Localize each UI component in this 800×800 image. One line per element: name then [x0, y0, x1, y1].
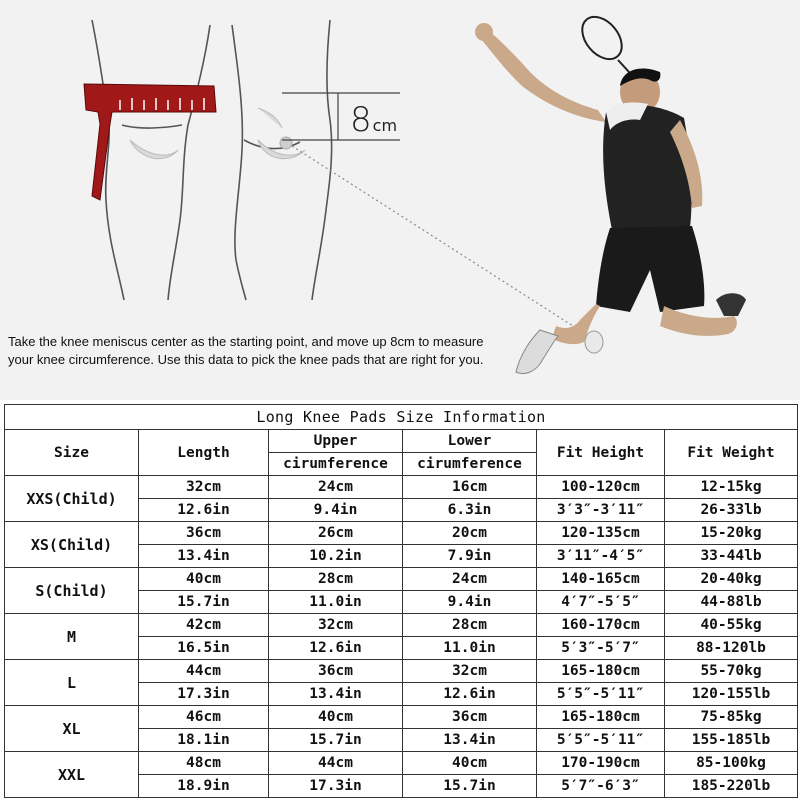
pointer-line — [292, 146, 598, 342]
table-row — [5, 522, 798, 545]
length-cell: 12.6in — [139, 499, 269, 522]
weight-cell: 155-185lb — [665, 729, 798, 752]
upper-cell: 32cm — [269, 614, 403, 637]
lower-cell: 36cm — [403, 706, 537, 729]
header-lower-top: Lower — [403, 430, 537, 453]
weight-cell: 12-15kg — [665, 476, 798, 499]
size-table — [4, 404, 798, 798]
length-cell: 48cm — [139, 752, 269, 775]
header-fit-height: Fit Height — [537, 430, 665, 476]
table-row — [5, 568, 798, 591]
length-cell: 46cm — [139, 706, 269, 729]
size-label: M — [5, 614, 139, 660]
table-row — [5, 752, 798, 775]
weight-cell: 88-120lb — [665, 637, 798, 660]
table-row — [5, 614, 798, 637]
lower-cell: 13.4in — [403, 729, 537, 752]
upper-cell: 36cm — [269, 660, 403, 683]
height-cell: 160-170cm — [537, 614, 665, 637]
length-cell: 44cm — [139, 660, 269, 683]
length-cell: 32cm — [139, 476, 269, 499]
table-row — [5, 476, 798, 499]
upper-cell: 44cm — [269, 752, 403, 775]
weight-cell: 120-155lb — [665, 683, 798, 706]
height-cell: 5′3″-5′7″ — [537, 637, 665, 660]
measurement-instruction: Take the knee meniscus center as the starting point, and move up 8cm to measure your knee circumference. Use this data to pick the knee pads that are right for you. — [8, 334, 484, 367]
lower-cell: 16cm — [403, 476, 537, 499]
header-lower-bottom: cirumference — [403, 453, 537, 476]
upper-cell: 13.4in — [269, 683, 403, 706]
legs-outline — [92, 20, 332, 300]
player-silhouette — [475, 9, 746, 373]
height-cell: 5′5″-5′11″ — [537, 729, 665, 752]
weight-cell: 26-33lb — [665, 499, 798, 522]
length-cell: 18.1in — [139, 729, 269, 752]
weight-cell: 85-100kg — [665, 752, 798, 775]
lower-cell: 6.3in — [403, 499, 537, 522]
length-cell: 13.4in — [139, 545, 269, 568]
upper-cell: 12.6in — [269, 637, 403, 660]
table-title-row — [5, 405, 798, 430]
height-cell: 3′11″-4′5″ — [537, 545, 665, 568]
upper-cell: 40cm — [269, 706, 403, 729]
upper-cell: 15.7in — [269, 729, 403, 752]
lower-cell: 7.9in — [403, 545, 537, 568]
height-cell: 5′5″-5′11″ — [537, 683, 665, 706]
size-label: S(Child) — [5, 568, 139, 614]
height-cell: 165-180cm — [537, 660, 665, 683]
weight-cell: 55-70kg — [665, 660, 798, 683]
header-upper-bottom: cirumference — [269, 453, 403, 476]
weight-cell: 185-220lb — [665, 775, 798, 798]
lower-cell: 40cm — [403, 752, 537, 775]
height-cell: 100-120cm — [537, 476, 665, 499]
table-header-row — [5, 430, 798, 453]
lower-cell: 24cm — [403, 568, 537, 591]
table-row — [5, 660, 798, 683]
weight-cell: 33-44lb — [665, 545, 798, 568]
upper-cell: 28cm — [269, 568, 403, 591]
upper-cell: 24cm — [269, 476, 403, 499]
upper-cell: 10.2in — [269, 545, 403, 568]
height-cell: 5′7″-6′3″ — [537, 775, 665, 798]
kneecap-shading — [130, 108, 305, 159]
height-cell: 140-165cm — [537, 568, 665, 591]
size-label: L — [5, 660, 139, 706]
length-cell: 16.5in — [139, 637, 269, 660]
weight-cell: 40-55kg — [665, 614, 798, 637]
length-cell: 40cm — [139, 568, 269, 591]
lower-cell: 15.7in — [403, 775, 537, 798]
knee-point — [280, 137, 292, 149]
lower-cell: 11.0in — [403, 637, 537, 660]
length-cell: 15.7in — [139, 591, 269, 614]
weight-cell: 75-85kg — [665, 706, 798, 729]
lower-cell: 20cm — [403, 522, 537, 545]
measuring-tape — [84, 84, 216, 200]
size-label: XXS(Child) — [5, 476, 139, 522]
size-label: XS(Child) — [5, 522, 139, 568]
weight-cell: 44-88lb — [665, 591, 798, 614]
height-cell: 3′3″-3′11″ — [537, 499, 665, 522]
upper-cell: 11.0in — [269, 591, 403, 614]
length-cell: 17.3in — [139, 683, 269, 706]
weight-cell: 20-40kg — [665, 568, 798, 591]
size-label: XL — [5, 706, 139, 752]
header-fit-weight: Fit Weight — [665, 430, 798, 476]
table-title: Long Knee Pads Size Information — [5, 405, 798, 430]
header-size: Size — [5, 430, 139, 476]
lower-cell: 32cm — [403, 660, 537, 683]
header-upper-top: Upper — [269, 430, 403, 453]
upper-cell: 9.4in — [269, 499, 403, 522]
height-cell: 4′7″-5′5″ — [537, 591, 665, 614]
measure-unit: cm — [372, 116, 398, 135]
upper-cell: 26cm — [269, 522, 403, 545]
measure-label — [350, 100, 397, 140]
length-cell: 42cm — [139, 614, 269, 637]
upper-cell: 17.3in — [269, 775, 403, 798]
height-cell: 120-135cm — [537, 522, 665, 545]
height-cell: 170-190cm — [537, 752, 665, 775]
lower-cell: 12.6in — [403, 683, 537, 706]
weight-cell: 15-20kg — [665, 522, 798, 545]
lower-cell: 9.4in — [403, 591, 537, 614]
size-label: XXL — [5, 752, 139, 798]
length-cell: 36cm — [139, 522, 269, 545]
measure-value: 8 — [350, 100, 372, 140]
table-row — [5, 706, 798, 729]
length-cell: 18.9in — [139, 775, 269, 798]
height-cell: 165-180cm — [537, 706, 665, 729]
header-length: Length — [139, 430, 269, 476]
lower-cell: 28cm — [403, 614, 537, 637]
